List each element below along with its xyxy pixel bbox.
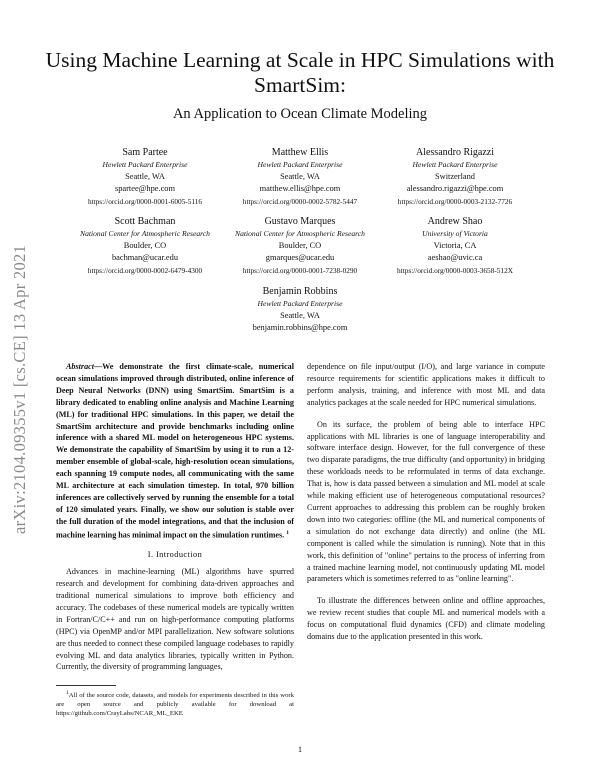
author-location: Seattle, WA (280, 311, 320, 321)
author-block (55, 146, 235, 208)
arxiv-stamp: arXiv:2104.09355v1 [cs.CE] 13 Apr 2021 (10, 244, 29, 534)
abstract-label: Abstract (66, 362, 94, 371)
author-affiliation: National Center for Atmospheric Research (235, 229, 365, 238)
footnote-marker[interactable]: 1 (286, 529, 289, 536)
author-name: Scott Bachman (114, 216, 176, 227)
page-number: 1 (297, 744, 303, 754)
author-name: Gustavo Marques (264, 216, 336, 227)
author-orcid[interactable]: https://orcid.org/0000-0002-6479-4300 (87, 265, 203, 275)
author-block (55, 215, 235, 277)
author-orcid[interactable]: https://orcid.org/0000-0003-3658-512X (397, 265, 513, 275)
author-affiliation: Hewlett Packard Enterprise (257, 299, 343, 308)
abstract (56, 361, 294, 541)
author-name: Alessandro Rigazzi (415, 147, 495, 158)
author-location: Seattle, WA (280, 172, 320, 182)
footnote (56, 689, 294, 718)
footnote-text: All of the source code, datasets, and models for experiments described in this work are open source and publicly available for download at https://github.com/CrayLabs/NCAR_ML_EKE (56, 692, 294, 717)
author-location: Switzerland (434, 172, 475, 182)
author-email[interactable]: spartee@hpe.com (114, 184, 176, 194)
author-email[interactable]: matthew.ellis@hpe.com (259, 184, 341, 194)
author-block (210, 285, 390, 335)
author-name: Matthew Ellis (271, 147, 329, 158)
author-block (365, 146, 545, 208)
abstract-text: We demonstrate the first climate-scale, numerical ocean simulations improved through distributed, online inference of Deep Neural Networks (DNN) using SmartSim. SmartSim is a library dedicated to enabling online analysis and Machine Learning (ML) for traditional HPC simulations. In this paper, we detail the SmartSim architecture and provide benchmarks including online inference with a shared ML model on heterogeneous HPC systems. We demonstrate the capability of SmartSim by using it to run a 12-member ensemble of global-scale, high-resolution ocean simulations, each spanning 19 compute nodes, all communicating with the same ML architecture at each simulation timestep. In total, 970 billion inferences are collectively served by running the ensemble for a total of 120 simulated years. Finally, we show our solution is stable over the full duration of the model integrations, and that the inclusion of machine learning has minimal impact on the simulation runtimes. (56, 362, 294, 540)
section-heading: I. Introduction (147, 550, 203, 560)
author-block (210, 215, 390, 277)
author-affiliation: University of Victoria (422, 229, 488, 238)
author-orcid[interactable]: https://orcid.org/0000-0001-7238-0290 (242, 265, 358, 275)
author-orcid[interactable]: https://orcid.org/0000-0002-5782-5447 (242, 196, 358, 206)
author-location: Seattle, WA (125, 172, 165, 182)
paragraph: On its surface, the problem of being able to interface HPC applications with ML libraries is one of language interoperability and software interface design. However, for the full convergence of these two disparate paradigms, the true difficulty (and opportunity) in bridging these workloads needs to be reformulated in terms of data exchange. That is, how is data passed between a simulation and ML model at scale while making efficient use of heterogeneous computational resources? Current approaches to addressing this problem can be roughly broken down into two categories: offline (the ML and numerical components of a simulation do not exchange data directly) and online (the ML component is called while the simulation is running). Note that in this work, this definition of "online" pertains to the process of inferring from a trained machine learning model, not continuously updating ML model parameters which is sometimes referred to as "online learning". (307, 419, 545, 584)
author-name: Sam Partee (122, 147, 168, 158)
author-email[interactable]: alessandro.rigazzi@hpe.com (406, 184, 504, 194)
author-affiliation: Hewlett Packard Enterprise (412, 160, 498, 169)
author-name: Andrew Shao (427, 216, 483, 227)
author-email[interactable]: aeshao@uvic.ca (427, 253, 483, 263)
author-email[interactable]: bachman@ucar.edu (111, 253, 179, 263)
author-location: Boulder, CO (123, 241, 167, 251)
author-orcid[interactable]: https://orcid.org/0000-0001-6005-5116 (87, 196, 203, 206)
author-block (210, 146, 390, 208)
left-column (56, 361, 294, 718)
author-email[interactable]: benjamin.robbins@hpe.com (252, 323, 348, 333)
paper-title: Using Machine Learning at Scale in HPC Simulations with SmartSim: (45, 48, 555, 97)
author-block (365, 215, 545, 277)
author-location: Victoria, CA (433, 241, 477, 251)
intro-paragraph: Advances in machine-learning (ML) algorithms have spurred research and development for combining data-driven approaches and traditional numerical simulations to improve both efficiency and accuracy. The codebases of these numerical models are typically written in Fortran/C/C++ and run on high-performance computing platforms (HPC) via OpenMP and/or MPI parallelization. New software solutions are thus needed to connect these compiled language codebases to rapidly evolving ML and data analytics libraries, typically written in Python. Currently, the diversity of programming languages, (56, 567, 294, 672)
paper-subtitle: An Application to Ocean Climate Modeling (172, 106, 428, 122)
author-orcid[interactable]: https://orcid.org/0000-0003-2132-7726 (397, 196, 513, 206)
paragraph: To illustrate the differences between online and offline approaches, we review recent studies that couple ML and numerical models with a focus on computational fluid dynamics (CFD) and climate modeling domains due to the application presented in this work. (307, 596, 545, 642)
footnote-rule (56, 685, 116, 686)
right-column (307, 361, 545, 643)
author-affiliation: National Center for Atmospheric Research (80, 229, 210, 238)
author-email[interactable]: gmarques@ucar.edu (265, 253, 335, 263)
author-location: Boulder, CO (278, 241, 322, 251)
author-affiliation: Hewlett Packard Enterprise (102, 160, 188, 169)
abstract-dash: — (94, 362, 103, 371)
author-name: Benjamin Robbins (262, 286, 338, 297)
author-affiliation: Hewlett Packard Enterprise (257, 160, 343, 169)
paragraph-continued: dependence on file input/output (I/O), and large variance in compute resource requirements for scientific applications makes it difficult to perform analysis, training, and inference with most ML and data analytics packages at the scale needed for HPC numerical simulations. (307, 362, 545, 407)
footnote-mark: 1 (66, 690, 69, 697)
